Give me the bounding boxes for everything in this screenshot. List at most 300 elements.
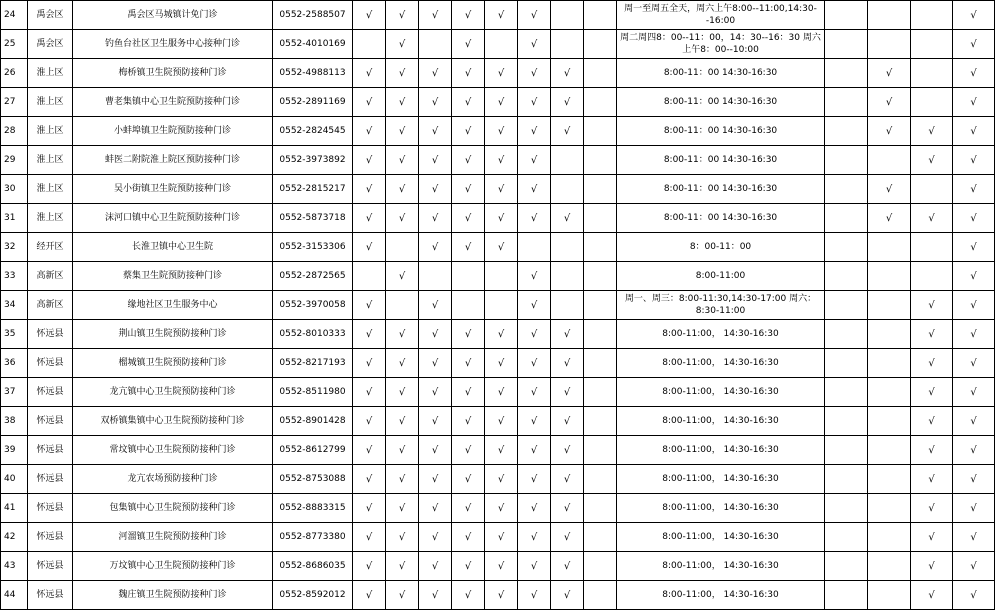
- status-check-cell: √: [953, 523, 995, 552]
- phone-cell: 0552-3153306: [273, 233, 353, 262]
- status-check-cell: √: [911, 204, 953, 233]
- vaccine-check-cell: √: [452, 436, 485, 465]
- table-row: [1, 494, 995, 523]
- vaccine-check-cell: √: [353, 233, 386, 262]
- vaccine-check-cell: √: [518, 407, 551, 436]
- status-check-cell: √: [953, 1, 995, 30]
- vaccine-check-cell: √: [485, 436, 518, 465]
- vaccine-check-cell: √: [353, 320, 386, 349]
- district-cell: 淮上区: [28, 204, 73, 233]
- status-check-cell: [868, 378, 911, 407]
- vaccine-check-cell: √: [452, 378, 485, 407]
- status-check-cell: [825, 262, 868, 291]
- status-check-cell: [868, 262, 911, 291]
- status-check-cell: [825, 523, 868, 552]
- status-check-cell: [868, 436, 911, 465]
- vaccine-check-cell: √: [419, 436, 452, 465]
- row-number: 24: [1, 1, 28, 30]
- status-check-cell: √: [911, 349, 953, 378]
- vaccine-check-cell: [551, 233, 584, 262]
- status-check-cell: [825, 291, 868, 320]
- status-check-cell: [911, 262, 953, 291]
- vaccine-check-cell: [584, 175, 617, 204]
- vaccine-check-cell: √: [518, 436, 551, 465]
- status-check-cell: [911, 30, 953, 59]
- vaccine-check-cell: [551, 291, 584, 320]
- vaccine-check-cell: √: [386, 436, 419, 465]
- status-check-cell: [868, 523, 911, 552]
- vaccine-check-cell: √: [452, 465, 485, 494]
- clinic-name-cell: 荆山镇卫生院预防接种门诊: [73, 320, 273, 349]
- table-row: [1, 436, 995, 465]
- vaccine-check-cell: √: [419, 581, 452, 610]
- service-hours-cell: 8:00-11:00: [617, 262, 825, 291]
- vaccine-check-cell: √: [419, 407, 452, 436]
- vaccine-check-cell: √: [518, 581, 551, 610]
- vaccine-check-cell: [584, 465, 617, 494]
- vaccine-check-cell: √: [386, 378, 419, 407]
- vaccine-check-cell: √: [518, 523, 551, 552]
- vaccine-check-cell: √: [353, 552, 386, 581]
- service-hours-cell: 8:00-11:00， 14:30-16:30: [617, 320, 825, 349]
- status-check-cell: √: [868, 204, 911, 233]
- district-cell: 怀远县: [28, 378, 73, 407]
- clinic-name-cell: 吴小街镇卫生院预防接种门诊: [73, 175, 273, 204]
- vaccine-check-cell: √: [386, 262, 419, 291]
- vaccine-check-cell: √: [551, 523, 584, 552]
- table-row: [1, 262, 995, 291]
- status-check-cell: [868, 1, 911, 30]
- status-check-cell: [825, 146, 868, 175]
- table-row: [1, 523, 995, 552]
- vaccine-check-cell: √: [452, 175, 485, 204]
- district-cell: 怀远县: [28, 523, 73, 552]
- vaccine-check-cell: [584, 30, 617, 59]
- status-check-cell: √: [911, 320, 953, 349]
- vaccine-check-cell: √: [518, 88, 551, 117]
- row-number: 39: [1, 436, 28, 465]
- status-check-cell: √: [911, 407, 953, 436]
- vaccine-check-cell: [551, 146, 584, 175]
- vaccine-check-cell: [584, 59, 617, 88]
- vaccine-check-cell: √: [518, 30, 551, 59]
- vaccine-check-cell: [551, 1, 584, 30]
- status-check-cell: [825, 233, 868, 262]
- vaccine-check-cell: √: [386, 552, 419, 581]
- vaccine-check-cell: √: [551, 378, 584, 407]
- status-check-cell: √: [911, 581, 953, 610]
- district-cell: 经开区: [28, 233, 73, 262]
- vaccine-check-cell: √: [419, 204, 452, 233]
- status-check-cell: √: [911, 523, 953, 552]
- service-hours-cell: 8:00-11:00， 14:30-16:30: [617, 581, 825, 610]
- status-check-cell: [868, 320, 911, 349]
- district-cell: 淮上区: [28, 175, 73, 204]
- status-check-cell: √: [868, 88, 911, 117]
- vaccine-check-cell: √: [485, 523, 518, 552]
- vaccine-check-cell: √: [485, 552, 518, 581]
- clinic-name-cell: 禹会区马城镇计免门诊: [73, 1, 273, 30]
- status-check-cell: √: [911, 146, 953, 175]
- vaccine-check-cell: √: [518, 204, 551, 233]
- status-check-cell: √: [953, 204, 995, 233]
- phone-cell: 0552-8753088: [273, 465, 353, 494]
- table-row: [1, 378, 995, 407]
- status-check-cell: [911, 88, 953, 117]
- vaccine-check-cell: √: [419, 146, 452, 175]
- district-cell: 怀远县: [28, 349, 73, 378]
- status-check-cell: √: [953, 233, 995, 262]
- row-number: 40: [1, 465, 28, 494]
- vaccine-check-cell: √: [419, 291, 452, 320]
- district-cell: 怀远县: [28, 552, 73, 581]
- vaccine-check-cell: [584, 552, 617, 581]
- vaccine-check-cell: [518, 233, 551, 262]
- status-check-cell: [825, 320, 868, 349]
- status-check-cell: √: [953, 30, 995, 59]
- phone-cell: 0552-4010169: [273, 30, 353, 59]
- vaccine-check-cell: [452, 291, 485, 320]
- status-check-cell: √: [911, 494, 953, 523]
- status-check-cell: √: [868, 175, 911, 204]
- clinic-name-cell: 常坟镇中心卫生院预防接种门诊: [73, 436, 273, 465]
- row-number: 28: [1, 117, 28, 146]
- status-check-cell: [825, 175, 868, 204]
- clinic-name-cell: 蔡集卫生院预防接种门诊: [73, 262, 273, 291]
- clinic-name-cell: 缘地社区卫生服务中心: [73, 291, 273, 320]
- vaccine-check-cell: √: [353, 146, 386, 175]
- vaccine-check-cell: √: [419, 88, 452, 117]
- district-cell: 怀远县: [28, 465, 73, 494]
- vaccine-check-cell: √: [551, 204, 584, 233]
- status-check-cell: [825, 407, 868, 436]
- vaccine-check-cell: √: [386, 581, 419, 610]
- vaccine-check-cell: √: [551, 465, 584, 494]
- phone-cell: 0552-2891169: [273, 88, 353, 117]
- vaccine-check-cell: √: [518, 465, 551, 494]
- table-row: [1, 349, 995, 378]
- service-hours-cell: 8:00-11:00， 14:30-16:30: [617, 523, 825, 552]
- clinic-name-cell: 龙亢镇中心卫生院预防接种门诊: [73, 378, 273, 407]
- vaccine-check-cell: √: [518, 552, 551, 581]
- status-check-cell: √: [911, 378, 953, 407]
- status-check-cell: √: [953, 262, 995, 291]
- clinic-name-cell: 梅桥镇卫生院预防接种门诊: [73, 59, 273, 88]
- vaccine-check-cell: √: [419, 378, 452, 407]
- phone-cell: 0552-3973892: [273, 146, 353, 175]
- service-hours-cell: 8:00-11：00 14:30-16:30: [617, 59, 825, 88]
- vaccine-check-cell: √: [518, 378, 551, 407]
- vaccine-check-cell: √: [353, 1, 386, 30]
- clinic-name-cell: 包集镇中心卫生院预防接种门诊: [73, 494, 273, 523]
- vaccine-check-cell: √: [485, 146, 518, 175]
- vaccine-check-cell: √: [551, 59, 584, 88]
- vaccine-check-cell: [485, 291, 518, 320]
- vaccine-check-cell: √: [485, 175, 518, 204]
- vaccine-check-cell: √: [452, 523, 485, 552]
- vaccine-check-cell: √: [551, 407, 584, 436]
- status-check-cell: [911, 59, 953, 88]
- row-number: 44: [1, 581, 28, 610]
- vaccine-check-cell: [551, 30, 584, 59]
- vaccine-check-cell: [419, 30, 452, 59]
- vaccine-check-cell: √: [452, 30, 485, 59]
- vaccine-check-cell: √: [485, 204, 518, 233]
- row-number: 36: [1, 349, 28, 378]
- vaccine-check-cell: √: [386, 175, 419, 204]
- vaccine-check-cell: [353, 262, 386, 291]
- district-cell: 淮上区: [28, 117, 73, 146]
- table-row: [1, 59, 995, 88]
- phone-cell: 0552-8686035: [273, 552, 353, 581]
- vaccine-check-cell: √: [485, 465, 518, 494]
- status-check-cell: [825, 494, 868, 523]
- vaccine-check-cell: [584, 146, 617, 175]
- status-check-cell: √: [953, 436, 995, 465]
- status-check-cell: [825, 552, 868, 581]
- vaccine-check-cell: √: [386, 349, 419, 378]
- vaccine-check-cell: [584, 436, 617, 465]
- status-check-cell: [868, 407, 911, 436]
- vaccine-check-cell: [584, 320, 617, 349]
- status-check-cell: [868, 30, 911, 59]
- vaccine-check-cell: √: [353, 378, 386, 407]
- vaccine-check-cell: √: [485, 1, 518, 30]
- row-number: 30: [1, 175, 28, 204]
- status-check-cell: [868, 552, 911, 581]
- vaccine-check-cell: √: [485, 494, 518, 523]
- vaccine-check-cell: √: [485, 88, 518, 117]
- vaccine-check-cell: √: [452, 233, 485, 262]
- status-check-cell: √: [953, 175, 995, 204]
- vaccine-check-cell: √: [353, 349, 386, 378]
- vaccine-check-cell: √: [452, 117, 485, 146]
- service-hours-cell: 8：00-11：00: [617, 233, 825, 262]
- vaccine-check-cell: √: [419, 59, 452, 88]
- phone-cell: 0552-8773380: [273, 523, 353, 552]
- vaccine-check-cell: √: [419, 233, 452, 262]
- row-number: 31: [1, 204, 28, 233]
- table-body: [1, 1, 995, 610]
- service-hours-cell: 8:00-11:00， 14:30-16:30: [617, 436, 825, 465]
- status-check-cell: [825, 1, 868, 30]
- status-check-cell: √: [868, 59, 911, 88]
- vaccine-check-cell: [584, 88, 617, 117]
- vaccine-check-cell: √: [485, 320, 518, 349]
- clinic-name-cell: 河溜镇卫生院预防接种门诊: [73, 523, 273, 552]
- vaccine-check-cell: √: [452, 146, 485, 175]
- service-hours-cell: 8:00-11:00， 14:30-16:30: [617, 552, 825, 581]
- vaccine-check-cell: √: [485, 378, 518, 407]
- status-check-cell: √: [953, 581, 995, 610]
- status-check-cell: √: [953, 291, 995, 320]
- vaccine-check-cell: √: [485, 349, 518, 378]
- clinic-name-cell: 曹老集镇中心卫生院预防接种门诊: [73, 88, 273, 117]
- vaccine-check-cell: √: [353, 581, 386, 610]
- vaccine-check-cell: [551, 175, 584, 204]
- vaccine-check-cell: √: [386, 59, 419, 88]
- vaccine-check-cell: √: [386, 407, 419, 436]
- vaccine-check-cell: √: [551, 320, 584, 349]
- row-number: 37: [1, 378, 28, 407]
- service-hours-cell: 8:00-11：00 14:30-16:30: [617, 175, 825, 204]
- district-cell: 怀远县: [28, 436, 73, 465]
- vaccine-check-cell: √: [386, 1, 419, 30]
- vaccine-check-cell: [353, 30, 386, 59]
- status-check-cell: [825, 349, 868, 378]
- vaccine-check-cell: √: [551, 117, 584, 146]
- service-hours-cell: 8:00-11:00， 14:30-16:30: [617, 349, 825, 378]
- service-hours-cell: 8:00-11：00 14:30-16:30: [617, 146, 825, 175]
- vaccine-check-cell: [584, 204, 617, 233]
- status-check-cell: √: [953, 552, 995, 581]
- vaccine-check-cell: √: [551, 552, 584, 581]
- service-hours-cell: 8:00-11：00 14:30-16:30: [617, 204, 825, 233]
- clinic-name-cell: 蚌医二附院淮上院区预防接种门诊: [73, 146, 273, 175]
- vaccine-check-cell: √: [386, 30, 419, 59]
- row-number: 32: [1, 233, 28, 262]
- table-row: [1, 581, 995, 610]
- phone-cell: 0552-2588507: [273, 1, 353, 30]
- vaccine-check-cell: √: [452, 494, 485, 523]
- status-check-cell: [911, 233, 953, 262]
- phone-cell: 0552-2872565: [273, 262, 353, 291]
- status-check-cell: [825, 378, 868, 407]
- vaccine-check-cell: √: [485, 233, 518, 262]
- vaccine-check-cell: √: [485, 59, 518, 88]
- status-check-cell: √: [911, 436, 953, 465]
- service-hours-cell: 周二周四8：00--11：00，14：30--16：30 周六上午8：00--10:00: [617, 30, 825, 59]
- status-check-cell: [911, 1, 953, 30]
- vaccine-check-cell: √: [419, 320, 452, 349]
- vaccine-check-cell: √: [452, 204, 485, 233]
- vaccine-check-cell: √: [419, 1, 452, 30]
- status-check-cell: √: [953, 117, 995, 146]
- clinic-name-cell: 魏庄镇卫生院预防接种门诊: [73, 581, 273, 610]
- vaccine-check-cell: √: [353, 291, 386, 320]
- status-check-cell: [825, 581, 868, 610]
- vaccine-check-cell: √: [386, 88, 419, 117]
- district-cell: 高新区: [28, 262, 73, 291]
- clinic-name-cell: 小蚌埠镇卫生院预防接种门诊: [73, 117, 273, 146]
- vaccine-check-cell: √: [518, 262, 551, 291]
- vaccine-check-cell: √: [353, 88, 386, 117]
- service-hours-cell: 8:00-11:00， 14:30-16:30: [617, 494, 825, 523]
- status-check-cell: [868, 494, 911, 523]
- vaccine-check-cell: √: [386, 146, 419, 175]
- row-number: 25: [1, 30, 28, 59]
- vaccine-check-cell: √: [452, 59, 485, 88]
- status-check-cell: [868, 581, 911, 610]
- vaccine-check-cell: √: [452, 320, 485, 349]
- vaccine-check-cell: √: [386, 320, 419, 349]
- vaccine-check-cell: √: [518, 494, 551, 523]
- vaccine-check-cell: √: [518, 59, 551, 88]
- vaccine-check-cell: √: [551, 88, 584, 117]
- table-row: [1, 146, 995, 175]
- status-check-cell: √: [911, 117, 953, 146]
- district-cell: 高新区: [28, 291, 73, 320]
- clinic-name-cell: 长淮卫镇中心卫生院: [73, 233, 273, 262]
- vaccine-check-cell: √: [518, 175, 551, 204]
- clinic-name-cell: 沫河口镇中心卫生院预防接种门诊: [73, 204, 273, 233]
- row-number: 34: [1, 291, 28, 320]
- vaccine-check-cell: [584, 349, 617, 378]
- phone-cell: 0552-2815217: [273, 175, 353, 204]
- vaccine-check-cell: √: [518, 1, 551, 30]
- vaccine-check-cell: √: [452, 349, 485, 378]
- vaccine-check-cell: √: [353, 175, 386, 204]
- district-cell: 怀远县: [28, 407, 73, 436]
- status-check-cell: √: [953, 378, 995, 407]
- vaccine-check-cell: √: [551, 436, 584, 465]
- row-number: 38: [1, 407, 28, 436]
- phone-cell: 0552-8612799: [273, 436, 353, 465]
- table-row: [1, 407, 995, 436]
- vaccine-check-cell: √: [551, 349, 584, 378]
- vaccine-check-cell: √: [551, 494, 584, 523]
- district-cell: 怀远县: [28, 581, 73, 610]
- vaccine-check-cell: √: [485, 407, 518, 436]
- status-check-cell: [825, 88, 868, 117]
- status-check-cell: [825, 465, 868, 494]
- vaccine-check-cell: [584, 581, 617, 610]
- vaccine-check-cell: √: [386, 117, 419, 146]
- vaccine-check-cell: √: [485, 117, 518, 146]
- status-check-cell: √: [953, 59, 995, 88]
- district-cell: 怀远县: [28, 494, 73, 523]
- clinic-name-cell: 榴城镇卫生院预防接种门诊: [73, 349, 273, 378]
- vaccine-check-cell: √: [419, 552, 452, 581]
- table-row: [1, 204, 995, 233]
- vaccine-check-cell: √: [518, 146, 551, 175]
- vaccine-check-cell: √: [353, 436, 386, 465]
- vaccine-check-cell: √: [452, 1, 485, 30]
- service-hours-cell: 8:00-11：00 14:30-16:30: [617, 117, 825, 146]
- vaccine-check-cell: [584, 262, 617, 291]
- service-hours-cell: 8:00-11：00 14:30-16:30: [617, 88, 825, 117]
- vaccine-check-cell: [584, 233, 617, 262]
- status-check-cell: √: [953, 146, 995, 175]
- vaccine-check-cell: √: [386, 494, 419, 523]
- status-check-cell: [825, 117, 868, 146]
- vaccine-check-cell: √: [452, 552, 485, 581]
- clinic-name-cell: 钓鱼台社区卫生服务中心接种门诊: [73, 30, 273, 59]
- vaccine-check-cell: √: [419, 175, 452, 204]
- status-check-cell: [911, 175, 953, 204]
- vaccine-check-cell: √: [353, 407, 386, 436]
- status-check-cell: √: [953, 349, 995, 378]
- table-row: [1, 233, 995, 262]
- phone-cell: 0552-8010333: [273, 320, 353, 349]
- row-number: 27: [1, 88, 28, 117]
- vaccine-check-cell: √: [518, 320, 551, 349]
- service-hours-cell: 周一、周三：8:00-11:30,14:30-17:00 周六：8:30-11:00: [617, 291, 825, 320]
- phone-cell: 0552-5873718: [273, 204, 353, 233]
- vaccine-check-cell: √: [419, 465, 452, 494]
- vaccine-check-cell: √: [452, 407, 485, 436]
- table-row: [1, 552, 995, 581]
- status-check-cell: [825, 204, 868, 233]
- vaccine-check-cell: √: [386, 204, 419, 233]
- status-check-cell: √: [953, 320, 995, 349]
- table-row: [1, 320, 995, 349]
- status-check-cell: [868, 465, 911, 494]
- table-row: [1, 117, 995, 146]
- vaccine-check-cell: [584, 407, 617, 436]
- phone-cell: 0552-8592012: [273, 581, 353, 610]
- vaccine-check-cell: [584, 378, 617, 407]
